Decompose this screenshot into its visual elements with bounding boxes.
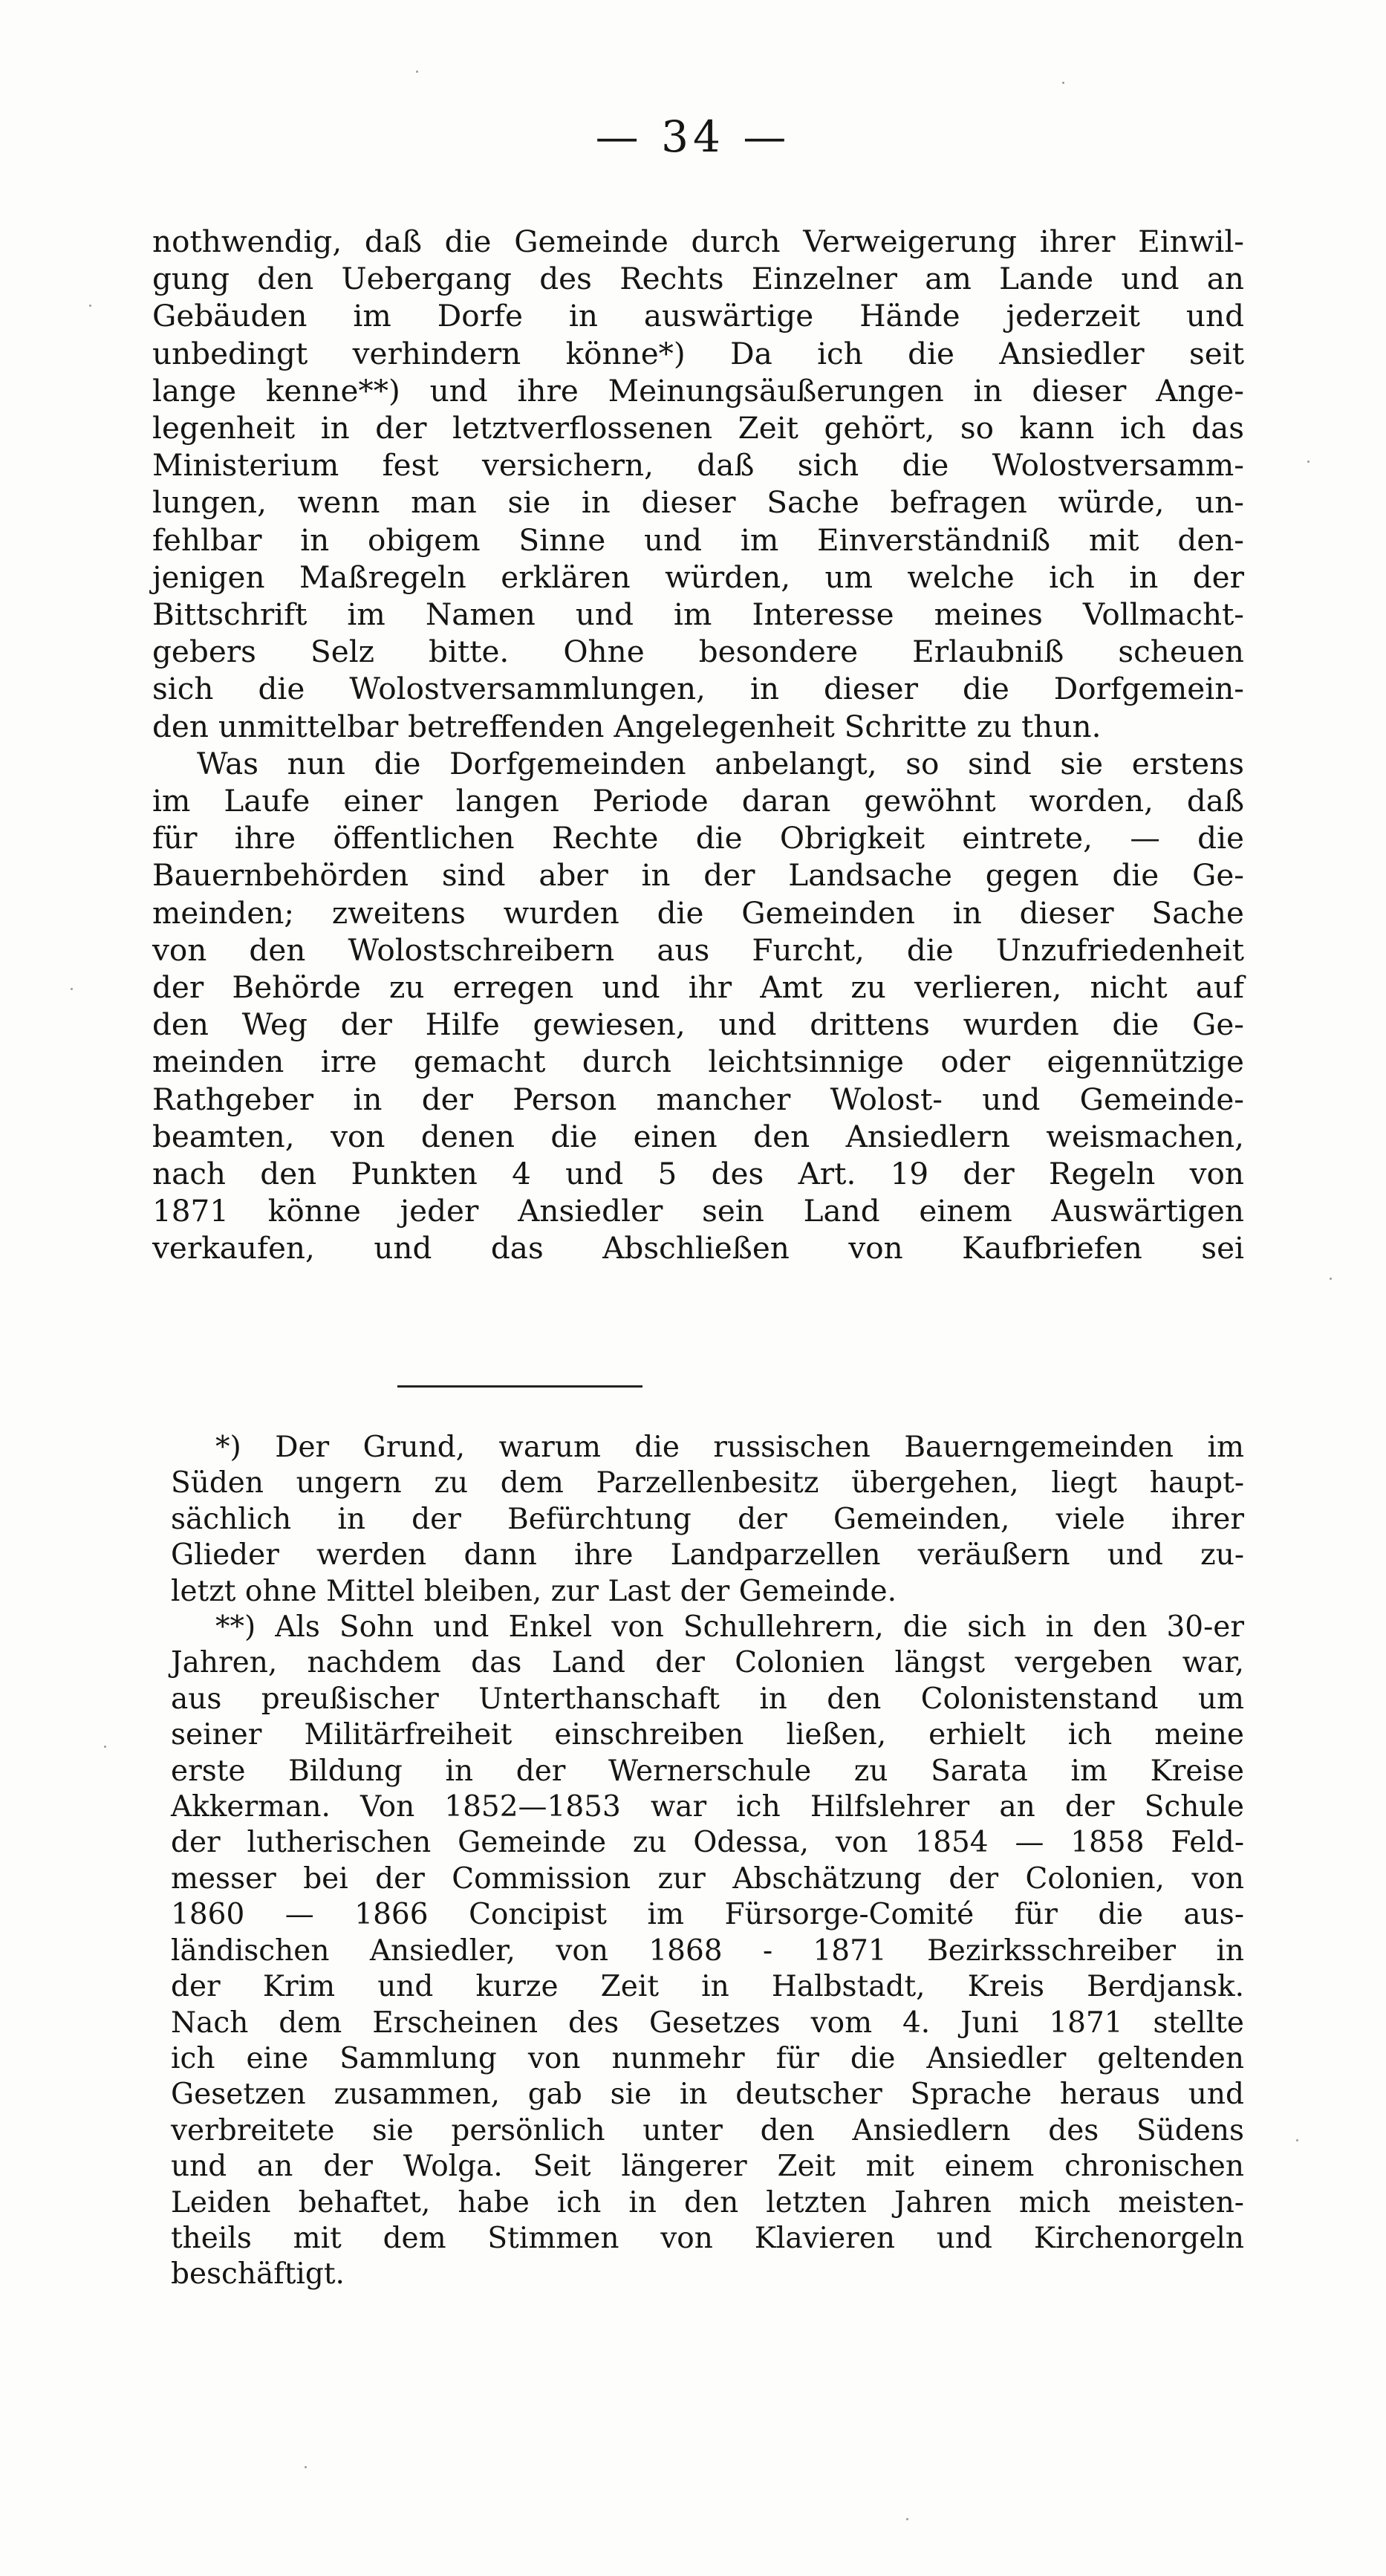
text-line: von den Wolostschreibern aus Furcht, die Unzufriedenheit [152, 931, 1244, 968]
text-line: Rathgeber in der Person mancher Wolost- und Gemeinde- [152, 1081, 1244, 1117]
text-line: den unmittelbar betreffenden Angelegenheit Schritte zu thun. [152, 708, 1102, 744]
body-text [152, 223, 1244, 1267]
text-line: meinden; zweitens wurden die Gemeinden in dieser Sache [152, 894, 1244, 931]
text-line: den Weg der Hilfe gewiesen, und drittens wurden die Ge- [152, 1006, 1244, 1043]
text-line: nach den Punkten 4 und 5 des Art. 19 der Regeln von [152, 1156, 1244, 1192]
text-line: im Laufe einer langen Periode daran gewöhnt worden, daß [152, 783, 1244, 819]
text-line: gebers Selz bitte. Ohne besondere Erlaubniß scheuen [152, 634, 1244, 670]
footnote-line: Leiden behaftet, habe ich in den letzten Jahren mich meisten- [171, 2185, 1244, 2219]
paper-speck [1062, 82, 1064, 84]
footnote-line: und an der Wolga. Seit längerer Zeit mit einem chronischen [171, 2150, 1244, 2184]
paper-speck [1296, 2139, 1298, 2141]
footnote-line: Süden ungern zu dem Parzellenbesitz übergehen, liegt haupt- [171, 1466, 1244, 1500]
text-line: Ministerium fest versichern, daß sich die Wolostversamm- [152, 447, 1244, 484]
paper-speck [906, 2518, 908, 2520]
text-line: nothwendig, daß die Gemeinde durch Verweigerung ihrer Einwil- [152, 224, 1244, 259]
paper-speck [89, 305, 91, 307]
paper-speck [71, 988, 73, 990]
text-line: sich die Wolostversammlungen, in dieser die Dorfgemein- [152, 671, 1244, 707]
footnote-line: beschäftigt. [171, 2257, 345, 2292]
footnote-line: Gesetzen zusammen, gab sie in deutscher Sprache heraus und [171, 2078, 1244, 2112]
footnote-line: messer bei der Commission zur Abschätzung der Colonien, von [171, 1861, 1244, 1896]
text-line: Bittschrift im Namen und im Interesse meines Vollmacht- [152, 596, 1244, 633]
text-line: beamten, von denen die einen den Ansiedlern weismachen, [152, 1118, 1244, 1154]
footnote-line: ländischen Ansiedler, von 1868 - 1871 Bezirksschreiber in [171, 1933, 1244, 1968]
text-line: Was nun die Dorfgemeinden anbelangt, so sind sie erstens [197, 745, 1244, 781]
footnote-divider [397, 1385, 642, 1388]
footnote-line: erste Bildung in der Wernerschule zu Sarata im Kreise [171, 1754, 1244, 1788]
footnote-line: Glieder werden dann ihre Landparzellen veräußern und zu- [171, 1538, 1244, 1572]
text-line: fehlbar in obigem Sinne und im Einverständniß mit den- [152, 521, 1244, 558]
footnote-line: verbreitete sie persönlich unter den Ansiedlern des Südens [171, 2113, 1244, 2147]
footnote-line: der lutherischen Gemeinde zu Odessa, von 1854 — 1858 Feld- [171, 1826, 1244, 1860]
paper-speck [416, 71, 418, 73]
footnote-line: Jahren, nachdem das Land der Colonien längst vergeben war, [171, 1646, 1244, 1680]
text-line: verkaufen, und das Abschließen von Kaufbriefen sei [152, 1230, 1244, 1266]
footnote-line: 1860 — 1866 Concipist im Fürsorge-Comité für die aus- [171, 1898, 1244, 1932]
footnote-line: sächlich in der Befürchtung der Gemeinden, viele ihrer [171, 1502, 1244, 1536]
text-line: legenheit in der letztverflossenen Zeit gehört, so kann ich das [152, 410, 1244, 446]
footnote-line: letzt ohne Mittel bleiben, zur Last der Gemeinde. [171, 1574, 897, 1608]
text-line: lange kenne**) und ihre Meinungsäußerungen in dieser Ange- [152, 372, 1244, 409]
text-line: gung den Uebergang des Rechts Einzelner am Lande und an [152, 261, 1244, 297]
footnote-1 [171, 1430, 1244, 1610]
footnote-line: der Krim und kurze Zeit in Halbstadt, Kreis Berdjansk. [171, 1970, 1244, 2004]
text-line: 1871 könne jeder Ansiedler sein Land einem Auswärtigen [152, 1193, 1244, 1229]
paper-speck [305, 2466, 307, 2468]
footnote-line: aus preußischer Unterthanschaft in den Colonistenstand um [171, 1682, 1244, 1716]
text-line: Bauernbehörden sind aber in der Landsache gegen die Ge- [152, 857, 1244, 894]
page-number: — 34 — [595, 111, 791, 162]
footnote-line: ich eine Sammlung von nunmehr für die Ansiedler geltenden [171, 2041, 1244, 2075]
text-line: meinden irre gemacht durch leichtsinnige oder eigennützige [152, 1044, 1244, 1080]
text-line: jenigen Maßregeln erklären würden, um welche ich in der [152, 559, 1244, 595]
footnote-line: Nach dem Erscheinen des Gesetzes vom 4. Juni 1871 stellte [171, 2006, 1244, 2040]
text-line: lungen, wenn man sie in dieser Sache befragen würde, un- [152, 484, 1244, 521]
footnote-2 [171, 1610, 1244, 2293]
text-line: Gebäuden im Dorfe in auswärtige Hände jederzeit und [152, 298, 1244, 334]
text-line: für ihre öffentlichen Rechte die Obrigkeit eintrete, — die [152, 820, 1244, 856]
paper-speck [104, 1746, 106, 1748]
paper-speck [1307, 461, 1309, 463]
footnote-line: theils mit dem Stimmen von Klavieren und Kirchenorgeln [171, 2221, 1244, 2255]
footnote-line: Akkerman. Von 1852—1853 war ich Hilfslehrer an der Schule [171, 1790, 1244, 1824]
footnotes [171, 1430, 1244, 2293]
paper-speck [1330, 1278, 1332, 1280]
text-line: der Behörde zu erregen und ihr Amt zu verlieren, nicht auf [152, 969, 1244, 1006]
text-line: unbedingt verhindern könne*) Da ich die Ansiedler seit [152, 335, 1244, 371]
footnote-line: seiner Militärfreiheit einschreiben ließen, erhielt ich meine [171, 1718, 1244, 1752]
footnote-line: *) Der Grund, warum die russischen Bauerngemeinden im [215, 1431, 1244, 1464]
footnote-line: **) Als Sohn und Enkel von Schullehrern, die sich in den 30-er [215, 1610, 1244, 1645]
